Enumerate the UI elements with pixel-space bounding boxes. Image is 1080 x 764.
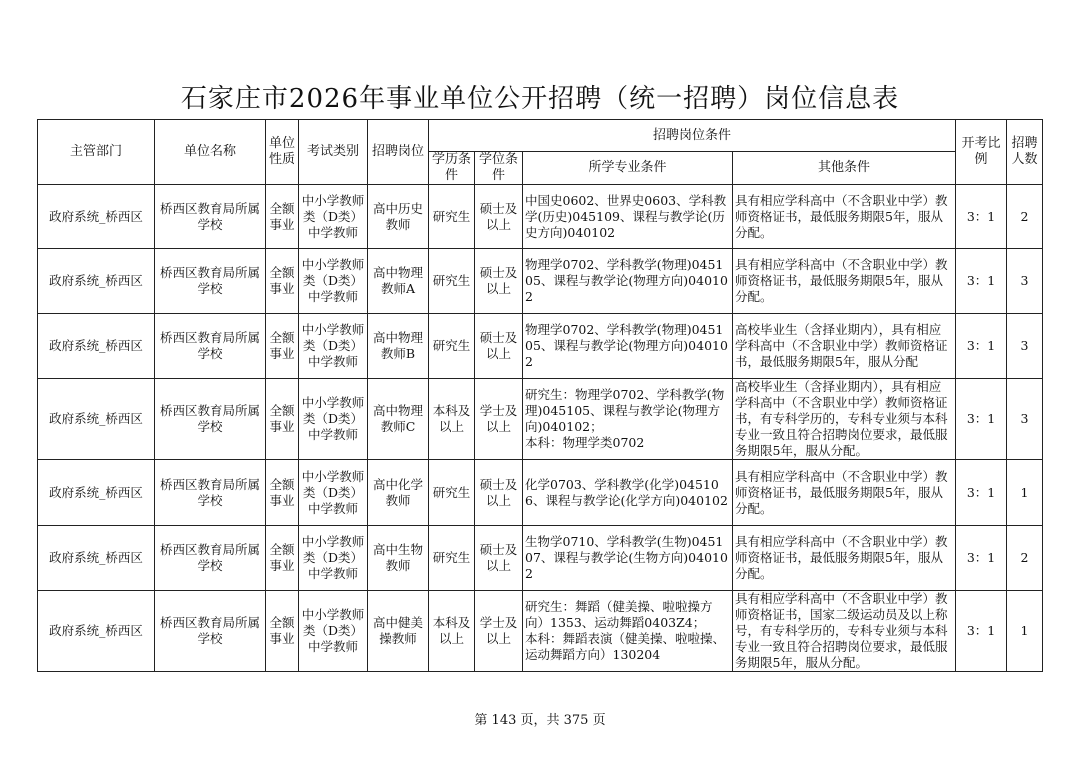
header-nature: 单位性质 — [266, 120, 299, 185]
header-conditions: 招聘岗位条件 — [429, 120, 956, 152]
cell-ratio: 3：1 — [956, 526, 1007, 591]
cell-unit: 桥西区教育局所属学校 — [155, 249, 266, 314]
cell-dept: 政府系统_桥西区 — [38, 591, 155, 672]
major-line: 生物学0710、学科教学(生物)045107、课程与教学论(生物方向)040102 — [525, 534, 728, 581]
header-major: 所学专业条件 — [523, 152, 733, 185]
cell-exam: 中小学教师类（D类）中学教师 — [299, 591, 368, 672]
cell-nature: 全额事业 — [266, 460, 299, 526]
cell-degree: 硕士及以上 — [475, 526, 523, 591]
cell-dept: 政府系统_桥西区 — [38, 314, 155, 379]
cell-ratio: 3：1 — [956, 185, 1007, 249]
cell-degree: 硕士及以上 — [475, 314, 523, 379]
page-footer: 第 143 页，共 375 页 — [474, 713, 606, 728]
header-degree: 学位条件 — [475, 152, 523, 185]
cell-unit: 桥西区教育局所属学校 — [155, 185, 266, 249]
cell-major — [523, 249, 733, 314]
cell-post: 高中物理教师C — [368, 379, 429, 460]
cell-other: 具有相应学科高中（不含职业中学）教师资格证书，最低服务期限5年，服从分配。 — [733, 460, 956, 526]
cell-nature: 全额事业 — [266, 526, 299, 591]
cell-ratio: 3：1 — [956, 379, 1007, 460]
cell-nature: 全额事业 — [266, 185, 299, 249]
cell-unit: 桥西区教育局所属学校 — [155, 591, 266, 672]
cell-exam: 中小学教师类（D类）中学教师 — [299, 185, 368, 249]
cell-other: 具有相应学科高中（不含职业中学）教师资格证书，国家二级运动员及以上称号，有专科学历的，专科专业须与本科专业一致且符合招聘岗位要求，最低服务期限5年，服从分配。 — [733, 591, 956, 672]
cell-ratio: 3：1 — [956, 460, 1007, 526]
major-line: 研究生：舞蹈（健美操、啦啦操方向）1353、运动舞蹈0403Z4； — [525, 599, 713, 630]
cell-major — [523, 379, 733, 460]
cell-edu: 研究生 — [429, 185, 475, 249]
major-line: 物理学0702、学科教学(物理)045105、课程与教学论(物理方向)040102 — [525, 322, 728, 369]
cell-post: 高中化学教师 — [368, 460, 429, 526]
table-row — [38, 591, 1043, 672]
cell-unit: 桥西区教育局所属学校 — [155, 460, 266, 526]
cell-other: 具有相应学科高中（不含职业中学）教师资格证书，最低服务期限5年，服从分配。 — [733, 526, 956, 591]
header-unit: 单位名称 — [155, 120, 266, 185]
cell-unit: 桥西区教育局所属学校 — [155, 314, 266, 379]
header-other: 其他条件 — [733, 152, 956, 185]
cell-dept: 政府系统_桥西区 — [38, 526, 155, 591]
major-line: 中国史0602、世界史0603、学科教学(历史)045109、课程与教学论(历史方向)040102 — [525, 192, 727, 240]
cell-post: 高中健美操教师 — [368, 591, 429, 672]
cell-other: 高校毕业生（含择业期内），具有相应学科高中（不含职业中学）教师资格证书，有专科学历的，专科专业须与本科专业一致且符合招聘岗位要求，最低服务期限5年，服从分配。 — [733, 379, 956, 460]
cell-other: 高校毕业生（含择业期内），具有相应学科高中（不含职业中学）教师资格证书，最低服务期限5年，服从分配 — [733, 314, 956, 379]
cell-post: 高中历史教师 — [368, 185, 429, 249]
cell-dept: 政府系统_桥西区 — [38, 379, 155, 460]
table-body — [38, 185, 1043, 672]
table-row — [38, 249, 1043, 314]
cell-edu: 研究生 — [429, 249, 475, 314]
cell-exam: 中小学教师类（D类）中学教师 — [299, 526, 368, 591]
cell-nature: 全额事业 — [266, 249, 299, 314]
cell-exam: 中小学教师类（D类）中学教师 — [299, 249, 368, 314]
cell-exam: 中小学教师类（D类）中学教师 — [299, 460, 368, 526]
cell-edu: 研究生 — [429, 526, 475, 591]
cell-dept: 政府系统_桥西区 — [38, 460, 155, 526]
cell-degree: 硕士及以上 — [475, 460, 523, 526]
cell-edu: 研究生 — [429, 460, 475, 526]
cell-other: 具有相应学科高中（不含职业中学）教师资格证书，最低服务期限5年，服从分配。 — [733, 249, 956, 314]
cell-edu: 本科及以上 — [429, 591, 475, 672]
cell-degree: 硕士及以上 — [475, 185, 523, 249]
cell-exam: 中小学教师类（D类）中学教师 — [299, 379, 368, 460]
table-row — [38, 460, 1043, 526]
major-line: 物理学0702、学科教学(物理)045105、课程与教学论(物理方向)040102 — [525, 257, 728, 304]
cell-count: 3 — [1007, 314, 1043, 379]
major-line: 本科：舞蹈表演（健美操、啦啦操、运动舞蹈方向）130204 — [525, 631, 726, 662]
cell-unit: 桥西区教育局所属学校 — [155, 526, 266, 591]
cell-major — [523, 591, 733, 672]
cell-major — [523, 460, 733, 526]
cell-major — [523, 314, 733, 379]
major-line: 本科：物理学类0702 — [525, 435, 645, 450]
table-row — [38, 526, 1043, 591]
cell-edu: 研究生 — [429, 314, 475, 379]
cell-count: 2 — [1007, 185, 1043, 249]
cell-other: 具有相应学科高中（不含职业中学）教师资格证书，最低服务期限5年，服从分配。 — [733, 185, 956, 249]
cell-post: 高中生物教师 — [368, 526, 429, 591]
cell-count: 1 — [1007, 591, 1043, 672]
table-row — [38, 379, 1043, 460]
cell-dept: 政府系统_桥西区 — [38, 185, 155, 249]
cell-nature: 全额事业 — [266, 591, 299, 672]
recruitment-table — [37, 119, 1043, 672]
header-ratio: 开考比例 — [956, 120, 1007, 185]
cell-count: 2 — [1007, 526, 1043, 591]
cell-degree: 学士及以上 — [475, 591, 523, 672]
cell-nature: 全额事业 — [266, 379, 299, 460]
header-post: 招聘岗位 — [368, 120, 429, 185]
cell-degree: 学士及以上 — [475, 379, 523, 460]
cell-unit: 桥西区教育局所属学校 — [155, 379, 266, 460]
major-line: 化学0703、学科教学(化学)045106、课程与教学论(化学方向)040102 — [525, 476, 728, 508]
cell-exam: 中小学教师类（D类）中学教师 — [299, 314, 368, 379]
cell-dept: 政府系统_桥西区 — [38, 249, 155, 314]
cell-edu: 本科及以上 — [429, 379, 475, 460]
header-dept: 主管部门 — [38, 120, 155, 185]
cell-ratio: 3：1 — [956, 249, 1007, 314]
header-count: 招聘人数 — [1007, 120, 1043, 185]
table-header — [38, 120, 1043, 185]
table-row — [38, 185, 1043, 249]
cell-post: 高中物理教师A — [368, 249, 429, 314]
cell-major — [523, 185, 733, 249]
cell-degree: 硕士及以上 — [475, 249, 523, 314]
cell-count: 3 — [1007, 249, 1043, 314]
major-line: 研究生：物理学0702、学科教学(物理)045105、课程与教学论(物理方向)040102； — [525, 387, 725, 434]
cell-ratio: 3：1 — [956, 314, 1007, 379]
cell-count: 3 — [1007, 379, 1043, 460]
cell-ratio: 3：1 — [956, 591, 1007, 672]
cell-major — [523, 526, 733, 591]
header-exam: 考试类别 — [299, 120, 368, 185]
header-edu: 学历条件 — [429, 152, 475, 185]
table-row — [38, 314, 1043, 379]
cell-count: 1 — [1007, 460, 1043, 526]
cell-nature: 全额事业 — [266, 314, 299, 379]
page-title: 石家庄市2026年事业单位公开招聘（统一招聘）岗位信息表 — [180, 84, 900, 114]
cell-post: 高中物理教师B — [368, 314, 429, 379]
